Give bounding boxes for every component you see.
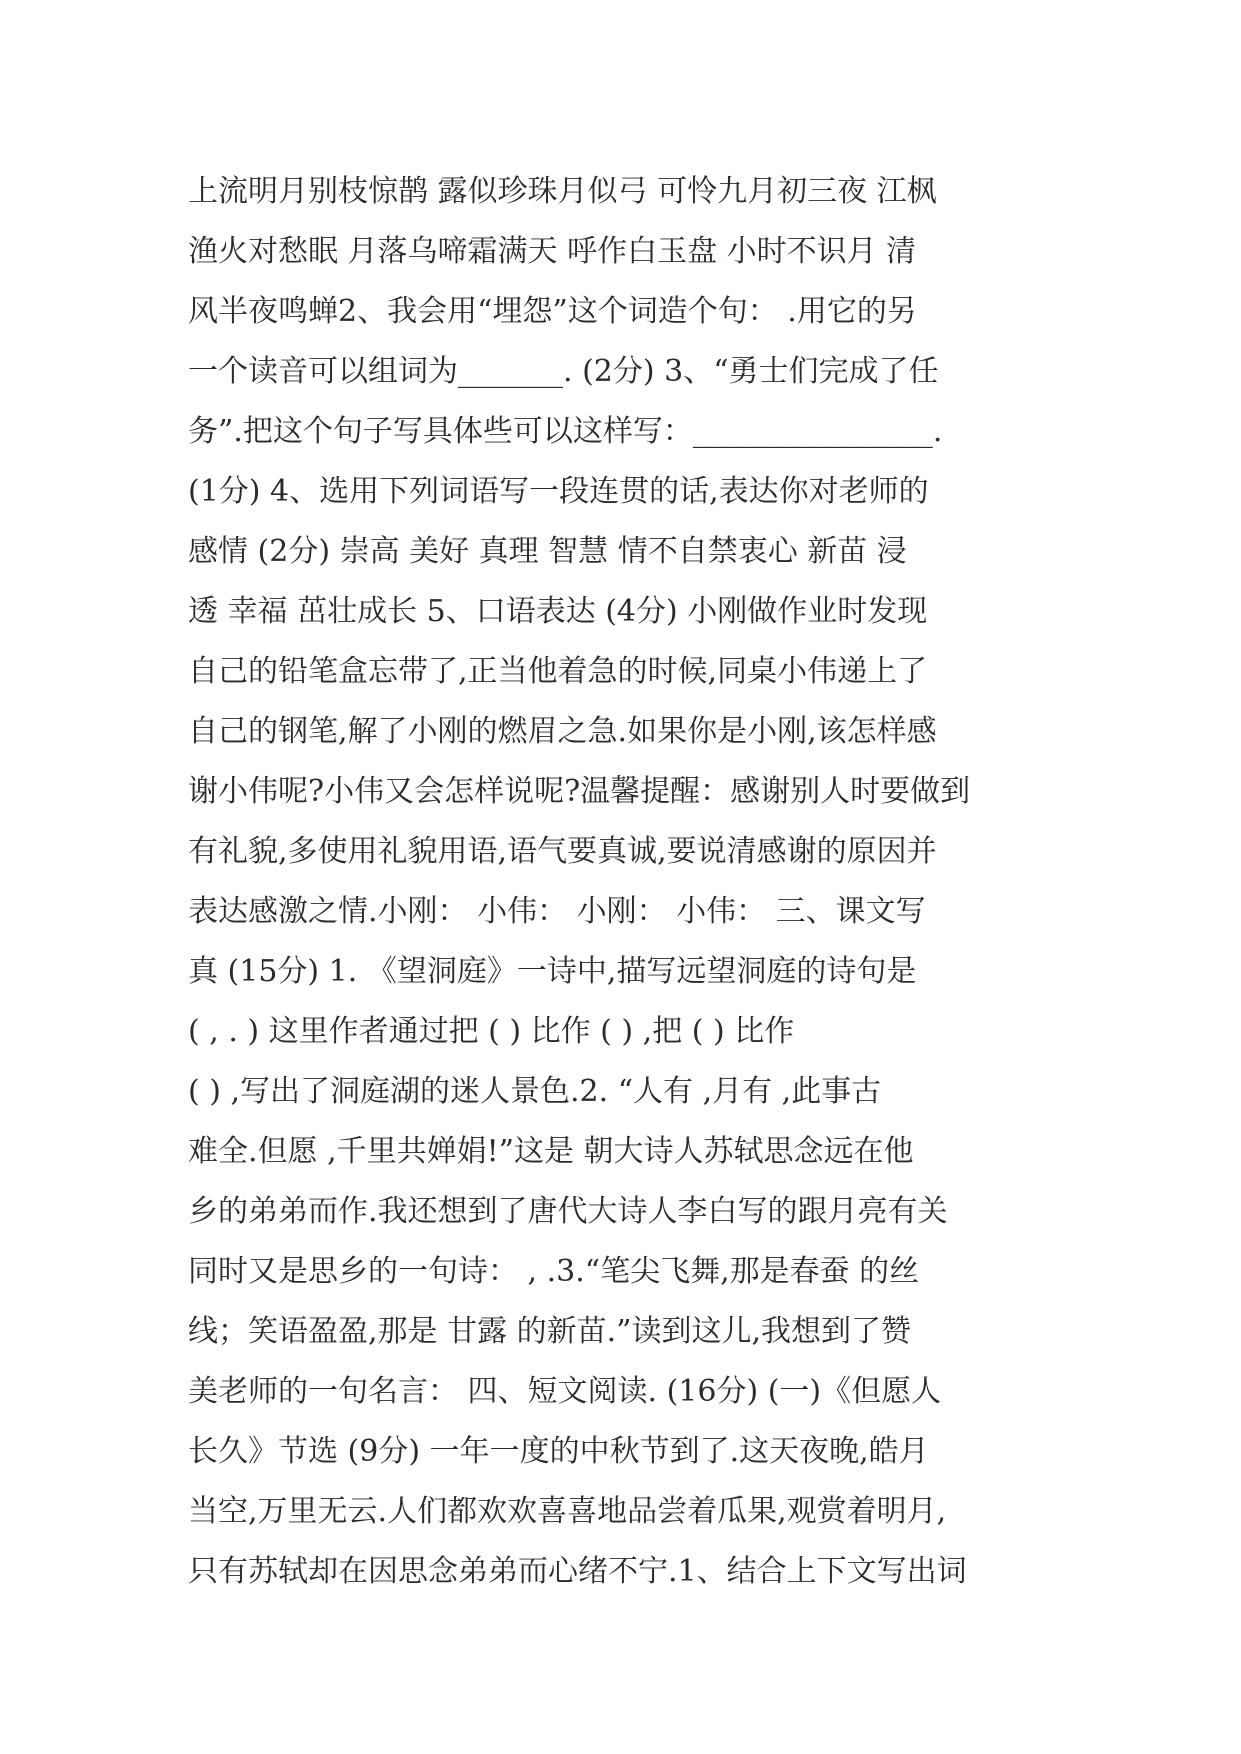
text-line: 只有苏轼却在因思念弟弟而心绪不宁.1、结合上下文写出词 [188, 1554, 967, 1589]
text-line: ( , . ) 这里作者通过把 ( ) 比作 ( ) ,把 ( ) 比作 [188, 1014, 795, 1049]
text-line: 一个读音可以组词为_______. (2分) 3、“勇士们完成了任 [188, 354, 939, 389]
text-line: 务”.把这个句子写具体些可以这样写：________________. [188, 414, 943, 449]
text-line: 风半夜鸣蝉2、我会用“埋怨”这个词造个句： .用它的另 [188, 294, 917, 329]
text-line: 感情 (2分) 崇高 美好 真理 智慧 情不自禁衷心 新苗 浸 [188, 534, 907, 569]
text-line: 有礼貌,多使用礼貌用语,语气要真诚,要说清感谢的原因并 [188, 834, 937, 869]
text-line: 真 (15分) 1. 《望洞庭》一诗中,描写远望洞庭的诗句是 [188, 954, 917, 989]
text-line: 自己的钢笔,解了小刚的燃眉之急.如果你是小刚,该怎样感 [188, 714, 937, 749]
text-line: 透 幸福 茁壮成长 5、口语表达 (4分) 小刚做作业时发现 [188, 594, 928, 629]
text-line: 自己的铅笔盒忘带了,正当他着急的时候,同桌小伟递上了 [188, 654, 928, 689]
text-line: 谢小伟呢?小伟又会怎样说呢?温馨提醒：感谢别人时要做到 [188, 774, 971, 809]
text-line: 乡的弟弟而作.我还想到了唐代大诗人李白写的跟月亮有关 [188, 1194, 948, 1229]
text-line: 渔火对愁眠 月落乌啼霜满天 呼作白玉盘 小时不识月 清 [188, 234, 917, 269]
text-line: 长久》节选 (9分) 一年一度的中秋节到了.这天夜晚,皓月 [188, 1434, 929, 1469]
text-line: 当空,万里无云.人们都欢欢喜喜地品尝着瓜果,观赏着明月, [188, 1494, 947, 1529]
text-line: 美老师的一句名言： 四、短文阅读. (16分) (一)《但愿人 [188, 1374, 942, 1409]
text-line: 线；笑语盈盈,那是 甘露 的新苗.”读到这儿,我想到了赞 [188, 1314, 912, 1349]
text-line: 难全.但愿 ,千里共婵娟!”这是 朝大诗人苏轼思念远在他 [188, 1134, 914, 1169]
text-line: (1分) 4、选用下列词语写一段连贯的话,表达你对老师的 [188, 474, 929, 509]
body-text [188, 162, 1058, 1602]
text-line: 表达感激之情.小刚： 小伟： 小刚： 小伟： 三、课文写 [188, 894, 926, 929]
text-line: 上流明月别枝惊鹊 露似珍珠月似弓 可怜九月初三夜 江枫 [188, 174, 937, 209]
text-line: ( ) ,写出了洞庭湖的迷人景色.2. “人有 ,月有 ,此事古 [188, 1074, 882, 1109]
text-line: 同时又是思乡的一句诗： , .3.“笔尖飞舞,那是春蚕 的丝 [188, 1254, 920, 1289]
